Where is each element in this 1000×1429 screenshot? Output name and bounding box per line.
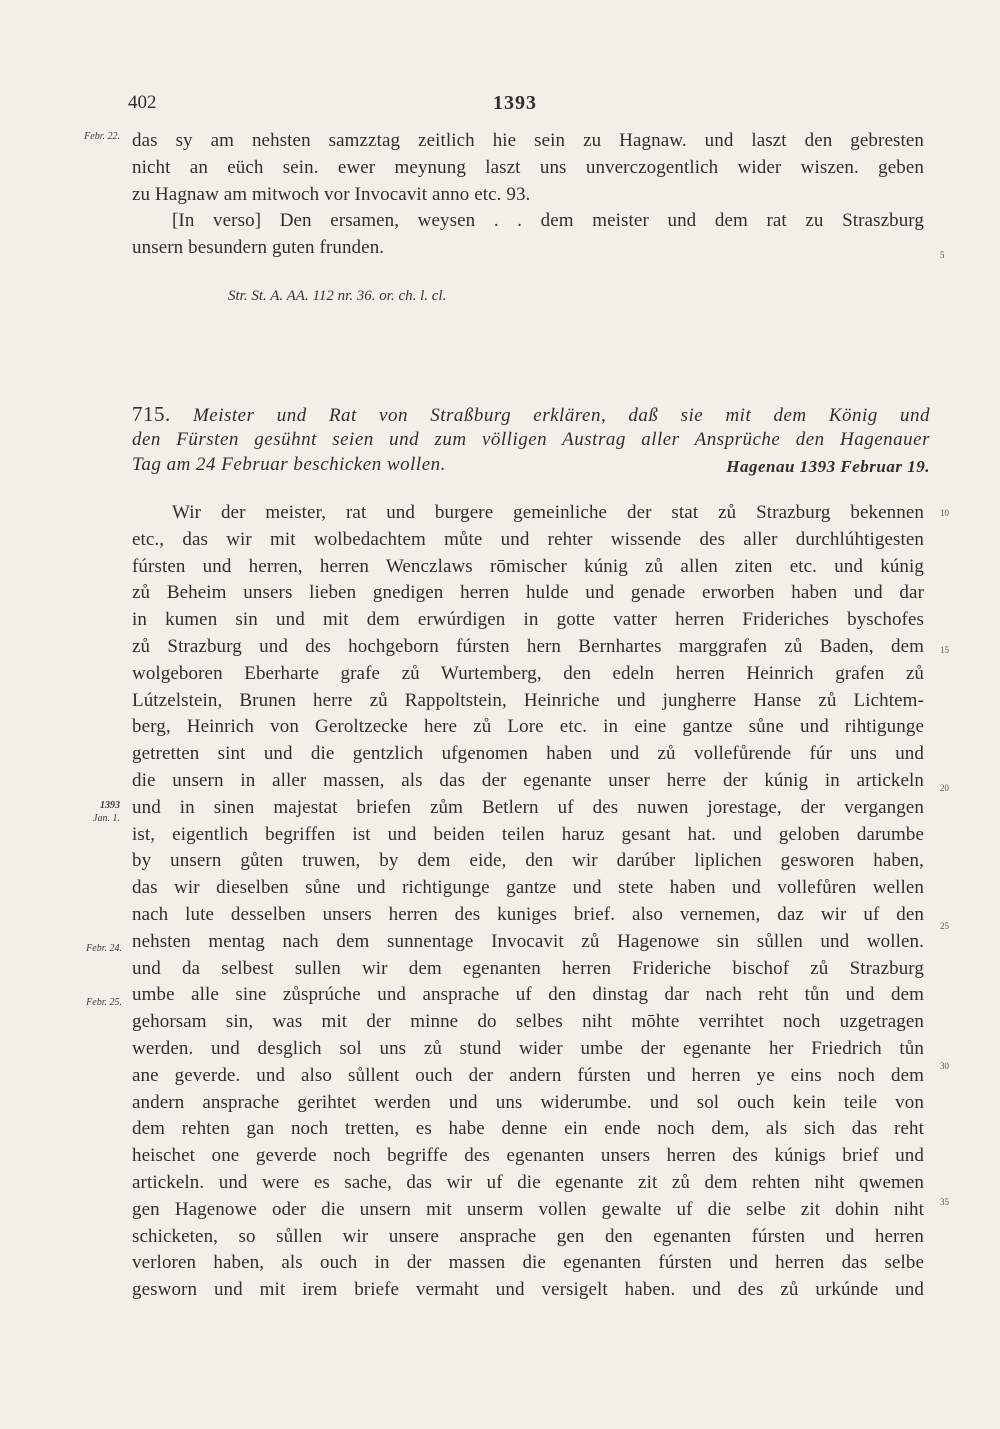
margin-year-1393: 1393 xyxy=(100,800,120,811)
text-line: das sy am nehsten samzztag zeitlich hie sein zu Hagnaw. und laszt den gebresten xyxy=(132,130,924,151)
document-heading xyxy=(132,402,930,477)
text-line: zů Beheim unsers lieben gnedigen herren hulde und genade erworben haben und dar xyxy=(132,582,924,604)
line-number-20: 20 xyxy=(940,783,949,793)
text-line: andern ansprache gerihtet werden und uns widerumbe. und sol ouch kein teile von xyxy=(132,1091,924,1113)
line-number-15: 15 xyxy=(940,645,949,655)
text-line: by unsern gůten truwen, by dem eide, den wir darúber liplichen gesworen haben, xyxy=(132,850,924,872)
text-line: und in sinen majestat briefen zům Betlern uf des nuwen jorestage, der vergangen xyxy=(132,796,924,818)
text-line: artickeln. und were es sache, das wir uf die egenante zit zů dem rehten niht qwemen xyxy=(132,1171,924,1193)
line-number-5: 5 xyxy=(940,250,945,260)
text-line: gen Hagenowe oder die unsern mit unserm vollen gewalte uf die selbe zit dohin niht xyxy=(132,1198,924,1220)
page-header xyxy=(0,92,1000,120)
line-number-10: 10 xyxy=(940,508,949,518)
margin-date-febr24: Febr. 24. xyxy=(86,943,122,954)
text-line: zů Strazburg und des hochgeborn fúrsten hern Bernhartes marggrafen zů Baden, dem xyxy=(132,635,924,657)
margin-date-febr22: Febr. 22. xyxy=(84,131,120,142)
document-number: 715. xyxy=(132,402,171,426)
text-line: zu Hagnaw am mitwoch vor Invocavit anno etc. 93. xyxy=(132,183,531,205)
text-line: und da selbest sullen wir dem egenanten herren Frideriche bischof zů Strazburg xyxy=(132,957,924,979)
text-line: Wir der meister, rat und burgere gemeinliche der stat zů Strazburg bekennen xyxy=(172,502,924,523)
text-line: schicketen, so sůllen wir unsere ansprache gen den egenanten fúrsten und herren xyxy=(132,1225,924,1247)
text-line: umbe alle sine zůsprúche und ansprache uf den dinstag dar nach reht tůn und dem xyxy=(132,984,924,1006)
heading-line xyxy=(132,452,930,477)
heading-text: Tag am 24 Februar beschicken wollen. xyxy=(132,454,446,475)
running-year: 1393 xyxy=(493,92,537,114)
page-number: 402 xyxy=(128,92,157,113)
heading-line: den Fürsten gesühnt seien und zum völligen Austrag aller Ansprüche den Hagenauer xyxy=(132,429,930,450)
text-line: verloren haben, als ouch in der massen die egenanten fúrsten und herren das selbe xyxy=(132,1252,924,1274)
text-line: dem rehten gan noch tretten, es habe denne ein ende noch dem, als sich das reht xyxy=(132,1118,924,1140)
margin-date-jan1: Jan. 1. xyxy=(93,813,120,824)
archive-citation: Str. St. A. AA. 112 nr. 36. or. ch. l. cl. xyxy=(228,288,447,304)
previous-document-text xyxy=(132,128,924,262)
text-line: [In verso] Den ersamen, weysen . . dem meister und dem rat zu Straszburg xyxy=(172,210,924,232)
line-number-30: 30 xyxy=(940,1061,949,1071)
text-line: berg, Heinrich von Geroltzecke here zů Lore etc. in eine gantze sůne und rihtigunge xyxy=(132,716,924,738)
heading-line xyxy=(132,402,930,427)
text-line: heischet one geverde noch begriffe des egenanten unsers herren des kúnigs brief und xyxy=(132,1145,924,1167)
text-line: unsern besundern guten frunden. xyxy=(132,237,385,259)
margin-date-febr25: Febr. 25. xyxy=(86,997,122,1008)
text-line: in kumen sin und mit dem erwúrdigen in gotte vatter herren Frideriches byschofes xyxy=(132,609,924,631)
text-line: nehsten mentag nach dem sunnentage Invocavit zů Hagenowe sin sůllen und wollen. xyxy=(132,930,924,952)
text-line: wolgeboren Eberharte grafe zů Wurtemberg, den edeln herren Heinrich grafen zů xyxy=(132,662,924,684)
text-line: werden. und desglich sol uns zů stund wider umbe der egenante her Friedrich tůn xyxy=(132,1037,924,1059)
document-body xyxy=(132,500,924,1304)
text-line: das wir dieselben sůne und richtigunge gantze und stete haben und vollefůren wellen xyxy=(132,877,924,899)
text-line: gesworn und mit irem briefe vermaht und versigelt haben. und des zů urkúnde und xyxy=(132,1279,924,1301)
text-line: nach lute desselben unsers herren des kuniges brief. also vernemen, daz wir uf den xyxy=(132,903,924,925)
text-line: Lútzelstein, Brunen herre zů Rappoltstein, Heinriche und jungherre Hanse zů Lichtem- xyxy=(132,689,924,711)
text-line: getretten sint und die gentzlich ufgenomen haben und zů vollefůrende fúr uns und xyxy=(132,743,924,765)
text-line: ist, eigentlich begriffen ist und beiden teilen haruz gesant hat. und geloben darumbe xyxy=(132,823,924,845)
place-date: Hagenau 1393 Februar 19. xyxy=(726,457,930,476)
text-line: fúrsten und herren, herren Wenczlaws rōmischer kúnig zů allen ziten etc. und kúnig xyxy=(132,555,924,577)
heading-text: Meister und Rat von Straßburg erklären, daß sie mit dem König und xyxy=(192,405,930,426)
text-line: gehorsam sin, was mit der minne do selbes niht mōhte verrihtet noch uzgetragen xyxy=(132,1011,924,1033)
text-line: etc., das wir mit wolbedachtem můte und rehter wissende des aller durchlúhtigesten xyxy=(132,528,924,550)
line-number-25: 25 xyxy=(940,921,949,931)
text-line: ane geverde. und also sůllent ouch der andern fúrsten und herren ye eins noch dem xyxy=(132,1064,924,1086)
text-line: die unsern in aller massen, als das der egenante unser herre der kúnig in artickeln xyxy=(132,769,924,791)
line-number-35: 35 xyxy=(940,1197,949,1207)
text-line: nicht an eüch sein. ewer meynung laszt uns unverczogentlich wider wiszen. geben xyxy=(132,156,924,178)
